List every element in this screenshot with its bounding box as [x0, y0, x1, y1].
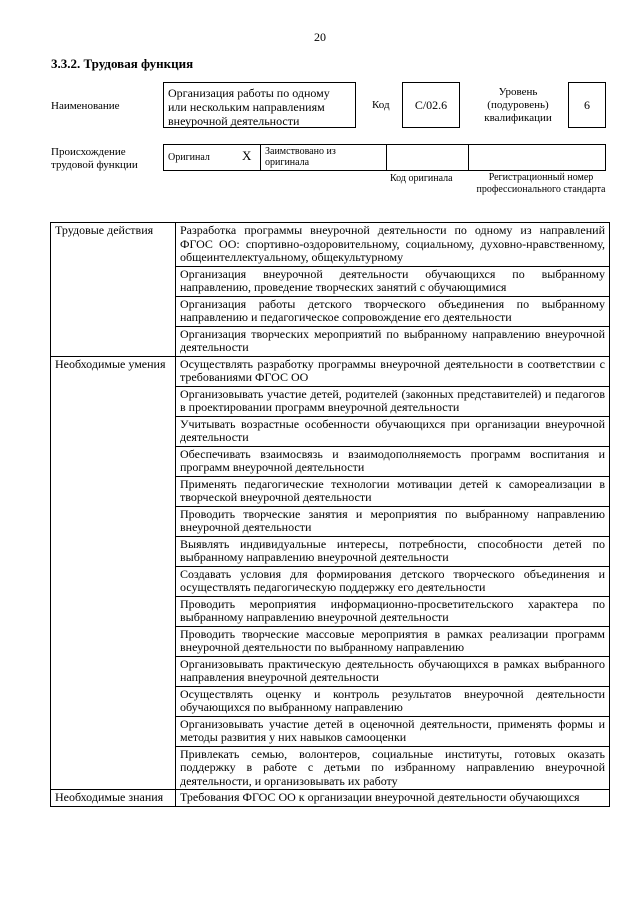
section-item: Проводить творческие массовые мероприятия в рамках реализации программ внеурочной деятельности по выбранному направлению: [176, 626, 610, 656]
section-item: Организация работы детского творческого объединения по выбранному направлению и педагогическое сопровождение его деятельности: [176, 296, 610, 326]
section-item: Осуществлять разработку программы внеурочной деятельности в соответствии с требованиями ФГОС ОО: [176, 356, 610, 386]
function-table: [50, 222, 610, 807]
original-code-cell: [386, 144, 469, 171]
original-code-label: Код оригинала: [390, 173, 453, 184]
section-heading: Трудовые действия: [51, 223, 176, 357]
section-item: Организация внеурочной деятельности обучающихся по выбранному направлению, проведение творческих занятий с обучающимися: [176, 266, 610, 296]
borrowed-cell: Заимствовано из оригинала: [260, 144, 387, 171]
section-item: Применять педагогические технологии мотивации детей к самореализации в творческой внеурочной деятельности: [176, 476, 610, 506]
section-item: Разработка программы внеурочной деятельности по одному из направлений ФГОС ОО: спортивно-оздоровительному, социальному, духовно-нравственному, общеинтеллектуальному, общекультурному: [176, 223, 610, 267]
section-item: Проводить творческие занятия и мероприятия по выбранному направлению внеурочной деятельности: [176, 506, 610, 536]
code-value: C/02.6: [402, 82, 460, 128]
section-item: Требования ФГОС ОО к организации внеурочной деятельности обучающихся: [176, 790, 610, 807]
name-value: Организация работы по одному или нескольким направлениям внеурочной деятельности: [163, 82, 356, 128]
reg-number-label: Регистрационный номер профессионального стандарта: [476, 172, 606, 195]
section-item: Привлекать семью, волонтеров, социальные институты, готовых оказать поддержку в работе с детьми по избранному направлению внеурочной деятельности, и организовывать их работу: [176, 746, 610, 790]
page-number: 20: [314, 30, 326, 44]
section-item: Организация творческих мероприятий по выбранному направлению внеурочной деятельности: [176, 326, 610, 356]
original-mark: X: [242, 148, 252, 163]
section-item: Обеспечивать взаимосвязь и взаимодополняемость программ воспитания и программ внеурочной деятельности: [176, 446, 610, 476]
table-row: [51, 223, 610, 267]
section-item: Выявлять индивидуальные интересы, потребности, способности детей по выбранному направлению внеурочной деятельности: [176, 536, 610, 566]
code-label: Код: [372, 99, 390, 111]
section-title: 3.3.2. Трудовая функция: [51, 56, 194, 71]
section-item: Организовывать участие детей в оценочной деятельности, применять формы и методы развития у них навыков самооценки: [176, 716, 610, 746]
original-cell: [163, 144, 261, 171]
reg-number-cell: [468, 144, 606, 171]
level-label: Уровень (подуровень) квалификации: [484, 86, 552, 124]
section-item: Организовывать участие детей, родителей (законных представителей) и педагогов в проектировании программ внеурочной деятельности: [176, 386, 610, 416]
section-item: Учитывать возрастные особенности обучающихся при организации внеурочной деятельности: [176, 416, 610, 446]
name-label: Наименование: [51, 100, 120, 112]
section-item: Осуществлять оценку и контроль результатов внеурочной деятельности обучающихся по выбранному направлению: [176, 686, 610, 716]
section-heading: Необходимые умения: [51, 356, 176, 790]
section-item: Проводить мероприятия информационно-просветительского характера по выбранному направлению внеурочной деятельности: [176, 596, 610, 626]
level-value: 6: [568, 82, 606, 128]
section-heading: Необходимые знания: [51, 790, 176, 807]
table-row: [51, 356, 610, 386]
section-item: Создавать условия для формирования детского творческого объединения и осуществлять педагогическую поддержку его деятельности: [176, 566, 610, 596]
origin-row: [163, 144, 606, 171]
section-item: Организовывать практическую деятельность обучающихся в рамках выбранного направления внеурочной деятельности: [176, 656, 610, 686]
origin-label: Происхождение трудовой функции: [51, 146, 138, 171]
table-row: [51, 790, 610, 807]
original-label: Оригинал: [168, 152, 210, 163]
